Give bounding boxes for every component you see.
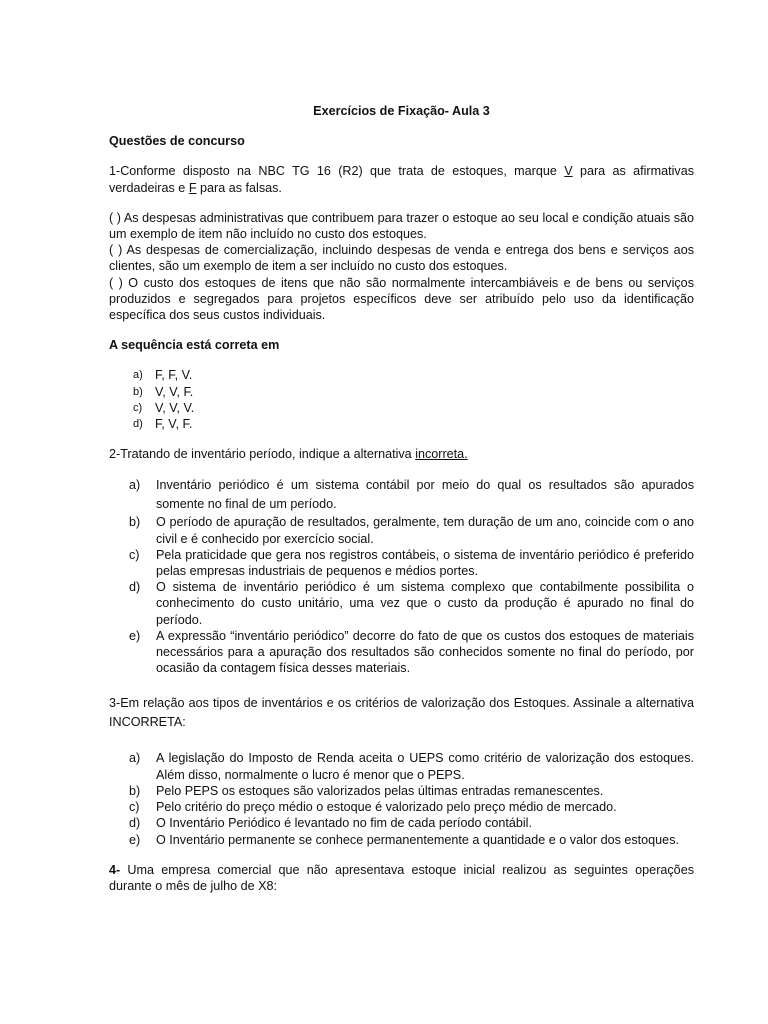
- option-text: F, F, V.: [155, 368, 193, 383]
- option-letter: b): [129, 515, 141, 530]
- option-letter: a): [133, 369, 143, 382]
- q2-intro-underlined: incorreta.: [415, 447, 468, 462]
- q2-intro-text: 2-Tratando de inventário período, indique a alternativa: [109, 447, 416, 462]
- option-letter: e): [129, 832, 141, 847]
- option-text: Inventário periódico é um sistema contábil por meio do qual os resultados são apurados somente no final de um período.: [156, 478, 694, 512]
- option-letter: c): [133, 401, 143, 414]
- option-letter: a): [129, 478, 141, 493]
- list-item: [109, 832, 694, 848]
- q1-options: [109, 367, 694, 432]
- option-letter: d): [129, 816, 141, 831]
- q1-intro-text-a: 1-Conforme disposto na NBC TG 16 (R2) que trata de estoques, marque: [109, 164, 565, 179]
- option-letter: c): [129, 547, 140, 562]
- option-text: Pelo PEPS os estoques são valorizados pelas últimas entradas remanescentes.: [156, 783, 604, 798]
- option-text: O sistema de inventário periódico é um sistema complexo que contabilmente possibilita o conhecimento do custo unitário, uma vez que o custo da produção é apurado no final do período.: [156, 580, 694, 627]
- option-letter: b): [133, 385, 143, 398]
- list-item: [109, 579, 694, 628]
- q3-intro: 3-Em relação aos tipos de inventários e os critérios de valorização dos Estoques. Assinale a alternativa INCORRETA:: [109, 696, 694, 730]
- option-text: Pelo critério do preço médio o estoque é valorizado pelo preço médio de mercado.: [156, 800, 617, 815]
- option-text: A expressão “inventário periódico” decorre do fato de que os custos dos estoques de materiais necessários para a apuração dos resultados são conhecidos somente no final do período, por ocasião da contagem física desses materiais.: [156, 628, 694, 676]
- q3-options: [109, 750, 694, 847]
- option-letter: b): [129, 783, 141, 798]
- q1-intro-text-b: para as afirmativas verdadeiras e: [109, 164, 694, 195]
- list-item: [109, 628, 694, 677]
- q1-statement: ( ) O custo dos estoques de itens que não são normalmente intercambiáveis e de bens ou serviços produzidos e segregados para projetos específicos deve ser atribuído pelo uso da identificação específica dos seus custos individuais.: [109, 275, 694, 323]
- option-text: F, V, F.: [155, 417, 193, 432]
- list-item: [109, 750, 694, 782]
- list-item: [109, 783, 694, 799]
- q1-statement: ( ) As despesas de comercialização, incluindo despesas de venda e entrega dos bens e serviços aos clientes, são um exemplo de item a ser incluído no custo dos estoques.: [109, 243, 694, 274]
- q1-sequence-label: A sequência está correta em: [109, 338, 280, 353]
- q1-statement: ( ) As despesas administrativas que contribuem para trazer o estoque ao seu local e condição atuais são um exemplo de item não incluído no custo dos estoques.: [109, 210, 694, 242]
- option-text: V, V, V.: [155, 400, 195, 415]
- option-text: Pela praticidade que gera nos registros contábeis, o sistema de inventário periódico é preferido pelas empresas industriais de pequenos e médios portes.: [156, 547, 694, 579]
- list-item: [133, 416, 694, 432]
- q4-number: 4-: [109, 862, 121, 877]
- option-text: A legislação do Imposto de Renda aceita o UEPS como critério de valorização dos estoques. Além disso, normalmente o lucro é menor que o PEPS.: [156, 751, 694, 782]
- q4-intro-text: Uma empresa comercial que não apresentava estoque inicial realizou as seguintes operações durante o mês de julho de X8:: [109, 862, 694, 893]
- list-item: [109, 799, 694, 815]
- option-text: O Inventário permanente se conhece permanentemente a quantidade e o valor dos estoques.: [156, 832, 679, 847]
- option-text: O período de apuração de resultados, geralmente, tem duração de um ano, coincide com o ano civil e é conhecido por exercício social.: [156, 515, 694, 546]
- section-heading: Questões de concurso: [109, 134, 245, 149]
- list-item: [109, 547, 694, 579]
- list-item: [109, 514, 694, 546]
- option-letter: e): [129, 628, 141, 643]
- q1-intro-text-c: para as falsas.: [196, 180, 282, 195]
- list-item: [133, 367, 694, 383]
- option-letter: d): [133, 418, 143, 431]
- q1-v-mark: V: [564, 164, 573, 179]
- document-page: [109, 103, 694, 894]
- document-title: Exercícios de Fixação- Aula 3: [313, 104, 490, 118]
- list-item: [133, 384, 694, 400]
- q4-intro: [109, 862, 694, 894]
- option-letter: a): [129, 751, 141, 766]
- list-item: [109, 476, 694, 514]
- option-letter: d): [129, 580, 141, 595]
- q2-intro: [109, 446, 694, 462]
- q1-intro: [109, 163, 694, 195]
- q2-options: [109, 476, 694, 676]
- list-item: [133, 400, 694, 416]
- option-text: V, V, F.: [155, 384, 194, 399]
- list-item: [109, 815, 694, 831]
- option-text: O Inventário Periódico é levantado no fim de cada período contábil.: [156, 816, 532, 831]
- option-letter: c): [129, 800, 140, 815]
- q1-f-mark: F: [188, 180, 197, 195]
